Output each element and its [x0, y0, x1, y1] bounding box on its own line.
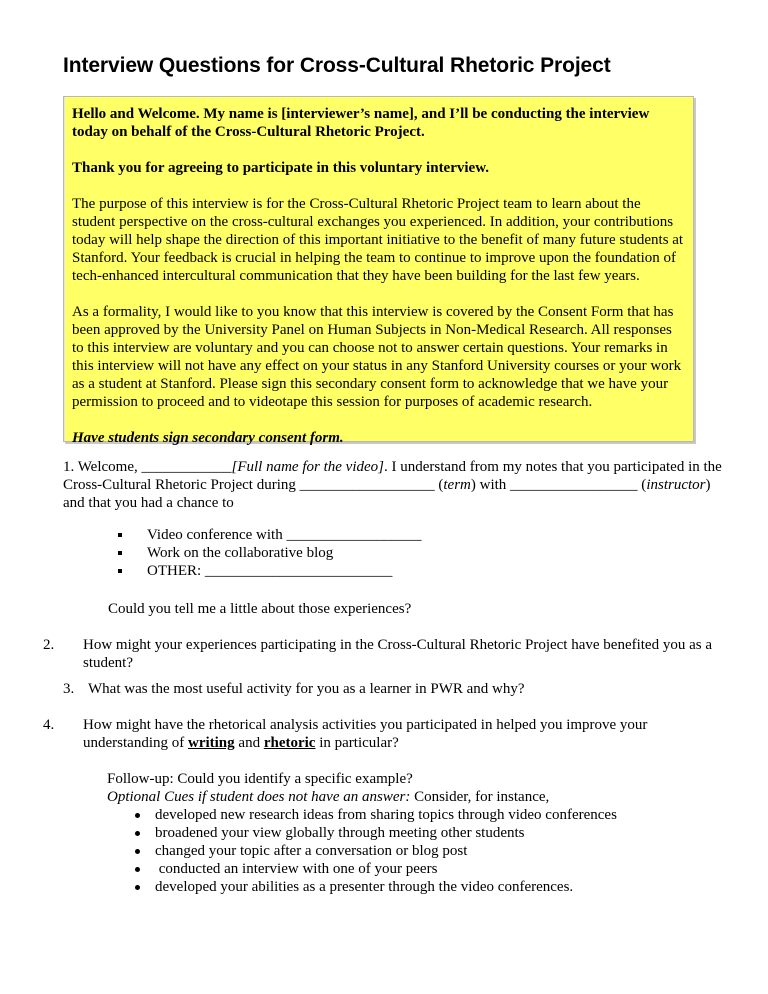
q1-name-hint: [Full name for the video] — [231, 459, 384, 475]
purpose-text: The purpose of this interview is for the Cross-Cultural Rhetoric Project team to learn about the student perspective on the cross-cultural exchanges you experienced. In addition, your contributions today will help shape the direction of this important initiative to the benefit of many future students at Stanford. Your feedback is crucial in helping the team to continue to improve upon the foundation of tech-enhanced intercultural communication that they have been building for the last few years. — [72, 196, 684, 284]
bullet-icon — [135, 831, 140, 836]
list-item — [118, 544, 723, 562]
q3-text: What was the most useful activity for you as a learner in PWR and why? — [88, 681, 525, 697]
square-bullet-icon — [118, 569, 122, 573]
q1-middle: . I understand from my notes that you participated in the Cross-Cultural Rhetoric Project during __________________ ( — [63, 459, 722, 493]
experience-list — [63, 526, 723, 580]
question-3 — [63, 680, 723, 698]
followup-section — [107, 770, 727, 896]
q1-suffix: ) and that you had a chance to — [63, 477, 711, 511]
list-item-text: changed your topic after a conversation or blog post — [155, 843, 468, 859]
list-item — [135, 824, 727, 842]
list-item-text: developed new research ideas from sharing topics through video conferences — [155, 807, 617, 823]
question-1 — [63, 458, 723, 618]
bullet-icon — [135, 813, 140, 818]
list-item-text: OTHER: _________________________ — [147, 563, 393, 579]
list-item-text: Work on the collaborative blog — [147, 545, 334, 561]
list-item-text: conducted an interview with one of your peers — [155, 861, 438, 877]
cues-text: Consider, for instance, — [410, 789, 550, 805]
followup-question: Follow-up: Could you identify a specific example? — [107, 771, 413, 787]
welcome-script-box — [63, 96, 694, 446]
q1-prefix: 1. Welcome, ____________ — [63, 459, 232, 475]
question-2 — [43, 636, 723, 672]
q4-keyword-rhetoric: rhetoric — [263, 735, 316, 751]
bullet-icon — [135, 885, 140, 890]
greeting-text: Hello and Welcome. My name is [interviewer’s name], and I’ll be conducting the interview today on behalf of the Cross-Cultural Rhetoric Project. — [72, 106, 650, 140]
list-item-text: broadened your view globally through meeting other students — [155, 825, 525, 841]
square-bullet-icon — [118, 533, 122, 537]
list-item — [135, 878, 727, 896]
thanks-text: Thank you for agreeing to participate in this voluntary interview. — [72, 160, 489, 176]
q4-text: How might have the rhetorical analysis activities you participated in helped you improve your understanding of — [83, 717, 648, 751]
cues-list — [107, 806, 727, 896]
q2-number: 2. — [43, 637, 55, 653]
optional-cues — [107, 788, 727, 806]
list-item-text: Video conference with __________________ — [147, 527, 422, 543]
formality-text: As a formality, I would like to you know that this interview is covered by the Consent Form that has been approved by the University Panel on Human Subjects in Non-Medical Research. All responses to this interview are voluntary and you can choose not to answer certain questions. Your remarks in this interview will not have any effect on your status in any Stanford University courses or your work as a student at Stanford. Please sign this secondary consent form to acknowledge that we have your permission to proceed and to videotape this session for purposes of academic research. — [72, 304, 682, 410]
q4-and: and — [234, 735, 264, 751]
consent-instruction: Have students sign secondary consent form. — [72, 430, 344, 446]
q4-text-end: in particular? — [315, 735, 399, 751]
q1-followup: Could you tell me a little about those experiences? — [108, 601, 412, 617]
q1-instructor: instructor — [646, 477, 706, 493]
list-item — [135, 806, 727, 824]
question-4 — [43, 716, 723, 752]
list-item-text: developed your abilities as a presenter through the video conferences. — [155, 879, 574, 895]
q3-number: 3. — [63, 681, 75, 697]
list-item — [135, 842, 727, 860]
page-title: Interview Questions for Cross-Cultural Rhetoric Project — [63, 54, 611, 77]
q2-text: How might your experiences participating in the Cross-Cultural Rhetoric Project have benefited you as a student? — [83, 637, 712, 671]
square-bullet-icon — [118, 551, 122, 555]
bullet-icon — [135, 867, 140, 872]
bullet-icon — [135, 849, 140, 854]
question-1-text — [63, 458, 723, 512]
q4-number: 4. — [43, 717, 55, 733]
q1-with: ) with _________________ ( — [470, 477, 647, 493]
q4-keyword-writing: writing — [187, 735, 235, 751]
cues-label: Optional Cues if student does not have an answer: — [107, 789, 411, 805]
list-item — [118, 526, 723, 544]
q1-term: term — [443, 477, 471, 493]
list-item — [135, 860, 727, 878]
list-item — [118, 562, 723, 580]
